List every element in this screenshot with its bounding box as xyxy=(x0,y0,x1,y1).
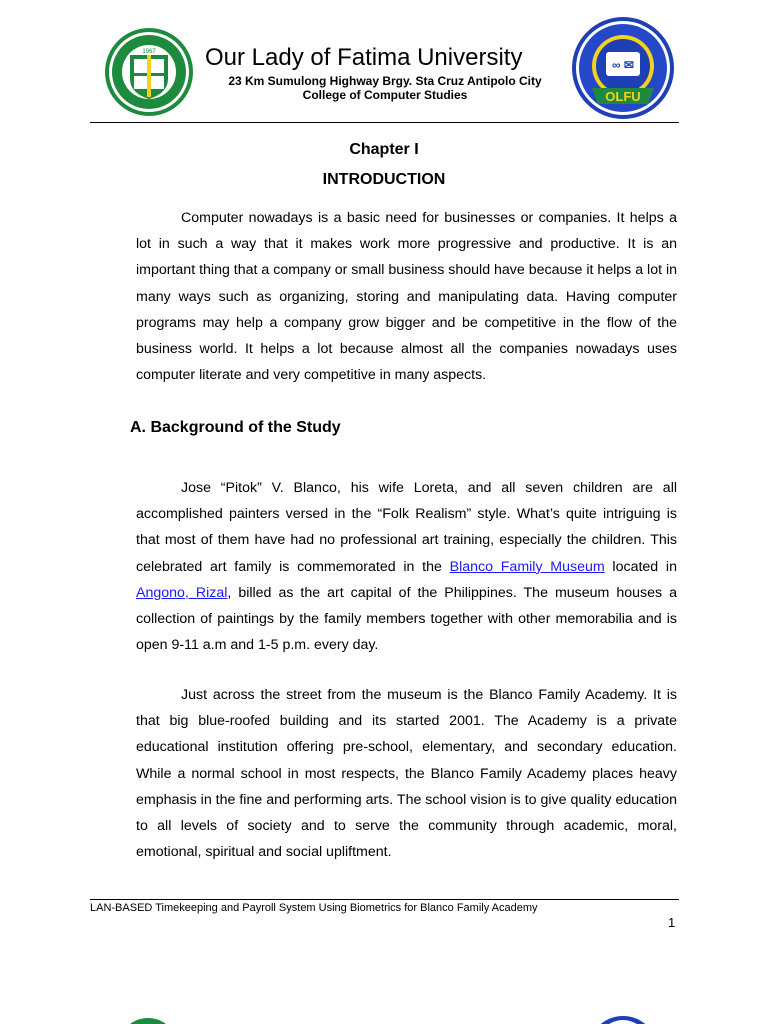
seal-right-label: OLFU xyxy=(605,89,641,104)
academy-paragraph: Just across the street from the museum is the Blanco Family Academy. It is that big blue-roofed building and its started 2001. The Academy is a private educational institution offering pre-school, elementary, and secondary education. While a normal school in most respects, the Blanco Family Academy places heavy emphasis in the fine and performing arts. The school vision is to give quality education to all levels of society and to serve the community through academic, moral, emotional, spiritual and social upliftment. xyxy=(136,687,677,861)
section-heading: A. Background of the Study xyxy=(130,419,341,436)
footer-divider xyxy=(90,899,679,900)
university-seal-right xyxy=(570,16,676,120)
university-address: 23 Km Sumulong Highway Brgy. Sta Cruz Antipolo City xyxy=(228,74,542,88)
seal-year-text: 1967 xyxy=(142,49,156,55)
background-text-1: Jose “Pitok” V. Blanco, his wife Loreta, and all seven children are all accomplished painters versed in the “Folk Realism” style. What’s quite intriguing is that most of them have had no professional art training, especially the children. This celebrated art family is commemorated in the xyxy=(136,480,677,575)
college-name: College of Computer Studies xyxy=(302,88,468,102)
svg-text:∞ ✉: ∞ ✉ xyxy=(612,58,634,72)
blanco-family-museum-link[interactable]: Blanco Family Museum xyxy=(449,558,605,575)
chapter-title: INTRODUCTION xyxy=(322,171,446,188)
background-text-3: , billed as the art capital of the Philippines. The museum houses a collection of paintings by the family members together with other memorabilia and is open 9-11 a.m and 1-5 p.m. every day. xyxy=(136,584,677,654)
background-text-2: located in xyxy=(604,558,677,575)
chapter-label: Chapter I xyxy=(349,141,419,158)
header-divider xyxy=(90,122,679,123)
intro-paragraph: Computer nowadays is a basic need for businesses or companies. It helps a lot in such a way that it makes work more progressive and productive. It is an important thing that a company or small business should have because it helps a lot in many ways such as organizing, storing and manipulating data. Having computer programs may help a company grow bigger and be competitive in the flow of the business world. It helps a lot because almost all the companies nowadays uses computer literate and very competitive in many aspects. xyxy=(136,210,678,384)
angono-rizal-link[interactable]: Angono, Rizal xyxy=(136,584,228,601)
background-paragraph xyxy=(136,475,677,658)
university-seal-left xyxy=(104,27,194,117)
next-page-seal-left xyxy=(118,1018,178,1024)
university-name: Our Lady of Fatima University xyxy=(205,44,523,71)
footer-title: LAN-BASED Timekeeping and Payroll System Using Biometrics for Blanco Family Academy xyxy=(90,902,538,914)
page-number: 1 xyxy=(668,915,676,930)
next-page-seal-right xyxy=(588,1016,658,1024)
